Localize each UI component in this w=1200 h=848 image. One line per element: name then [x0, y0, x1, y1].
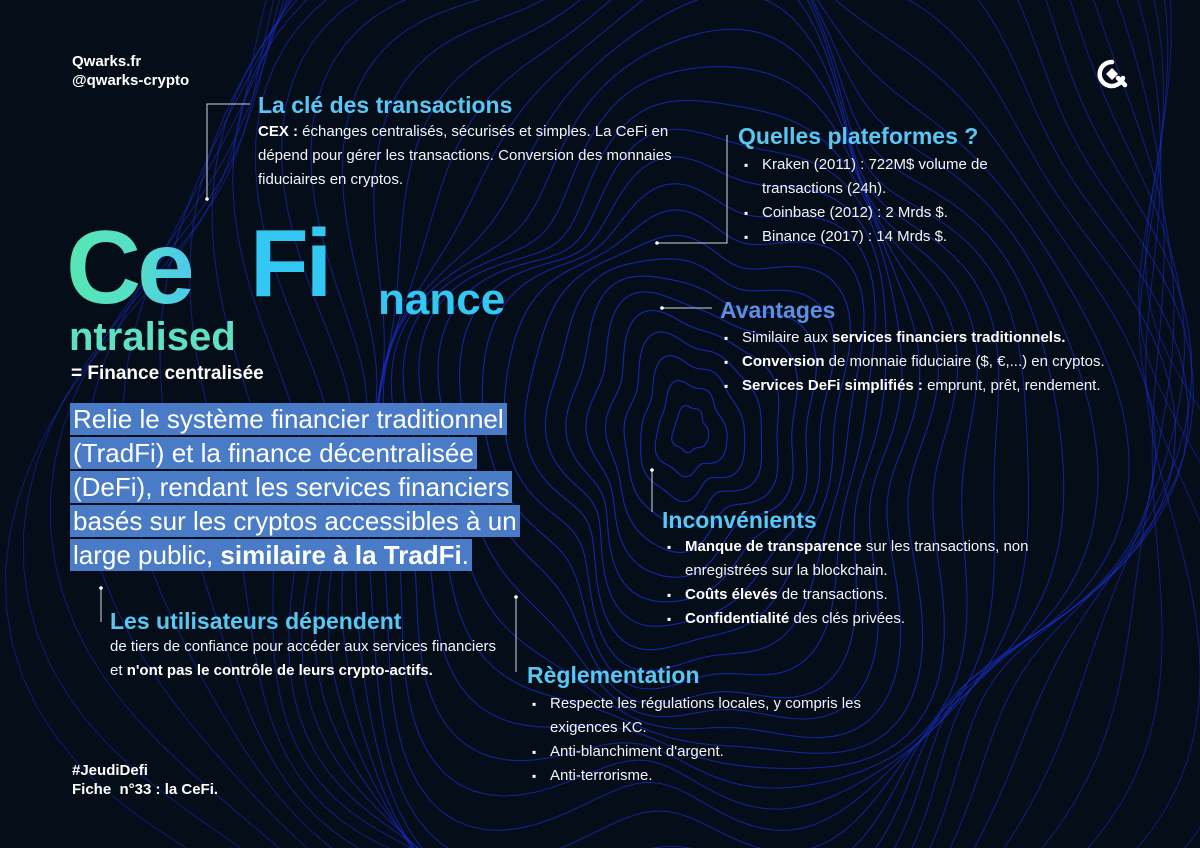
list-item: ▪ Anti-terrorisme. — [528, 764, 928, 788]
item-text: de monnaie fiduciaire ($, €,...) en cryptos. — [824, 353, 1105, 370]
highlight-line: (TradFi) et la finance décentralisée — [70, 437, 477, 469]
item-bold: Services DeFi simplifiés : — [742, 377, 923, 394]
item-bold: Confidentialité — [685, 610, 790, 627]
plateformes-list — [740, 153, 1040, 249]
item-bold: Manque de transparence — [685, 538, 862, 555]
utilisateurs-text — [110, 635, 500, 683]
footer-block — [72, 761, 218, 799]
item-bold: Coûts élevés — [685, 586, 778, 603]
item-text: sur les transactions, non enregistrées sur la blockchain. — [685, 538, 1029, 579]
hero-nance: nance — [378, 275, 506, 324]
list-item — [720, 374, 1120, 398]
avantages-title: Avantages — [720, 297, 836, 323]
cle-bold: CEX : — [258, 123, 299, 140]
footer-fiche: Fiche n°33 : la CeFi. — [72, 781, 219, 798]
item-bold: Conversion — [742, 353, 825, 370]
list-item: ▪ Coinbase (2012) : 2 Mrds $. — [740, 201, 1040, 225]
reglementation-list — [528, 692, 928, 788]
highlight-end: . — [461, 540, 469, 570]
cle-text — [258, 120, 678, 192]
list-item: ▪ Anti-blanchiment d'argent. — [528, 740, 928, 764]
brand-handle[interactable]: @qwarks-crypto — [72, 72, 190, 89]
utilisateurs-title: Les utilisateurs dépendent — [110, 608, 402, 634]
cle-body: échanges centralisés, sécurisés et simples. La CeFi en dépend pour gérer les transactions. Conversion des monnaies fiduciaires en cryptos. — [258, 123, 672, 188]
item-text: des clés privées. — [789, 610, 906, 627]
hero-highlight — [70, 403, 610, 573]
hero-ntralised: ntralised — [69, 315, 236, 359]
item-text: de transactions. — [777, 586, 888, 603]
list-item — [720, 350, 1120, 374]
inconvenients-title: Inconvénients — [662, 507, 817, 533]
item-bold: services financiers traditionnels. — [832, 329, 1066, 346]
list-item — [663, 607, 1103, 631]
brand-site[interactable]: Qwarks.fr — [72, 53, 142, 70]
item-text: emprunt, prêt, rendement. — [922, 377, 1101, 394]
highlight-plain: large public, — [73, 540, 221, 570]
highlight-bold: similaire à la TradFi — [220, 540, 462, 570]
hero-fi: Fi — [250, 210, 330, 317]
item-text: Similaire aux — [742, 329, 833, 346]
list-item — [663, 535, 1103, 583]
hero-ce: Ce — [66, 210, 191, 326]
highlight-line: (DeFi), rendant les services financiers — [70, 471, 512, 503]
list-item: ▪ Respecte les régulations locales, y compris les exigences KC. — [528, 692, 928, 740]
list-item — [663, 583, 1103, 607]
inconvenients-list — [663, 535, 1103, 631]
avantages-list — [720, 326, 1120, 398]
hero-equals: = Finance centralisée — [71, 363, 264, 384]
utilisateurs-bold: n'ont pas le contrôle de leurs crypto-actifs. — [126, 662, 433, 679]
footer-hashtag[interactable]: #JeudiDefi — [72, 762, 148, 779]
highlight-line-last — [70, 539, 472, 571]
highlight-line: basés sur les cryptos accessibles à un — [70, 505, 520, 537]
list-item — [720, 326, 1120, 350]
list-item: ▪ Binance (2017) : 14 Mrds $. — [740, 225, 1040, 249]
list-item: ▪ Kraken (2011) : 722M$ volume de transactions (24h). — [740, 153, 1040, 201]
utilisateurs-body: de tiers de confiance pour accéder aux services financiers et — [110, 638, 497, 679]
highlight-line: Relie le système financier traditionnel — [70, 403, 507, 435]
cle-title: La clé des transactions — [258, 92, 513, 118]
plateformes-title: Quelles plateformes ? — [738, 123, 979, 149]
reglementation-title: Règlementation — [527, 662, 700, 688]
